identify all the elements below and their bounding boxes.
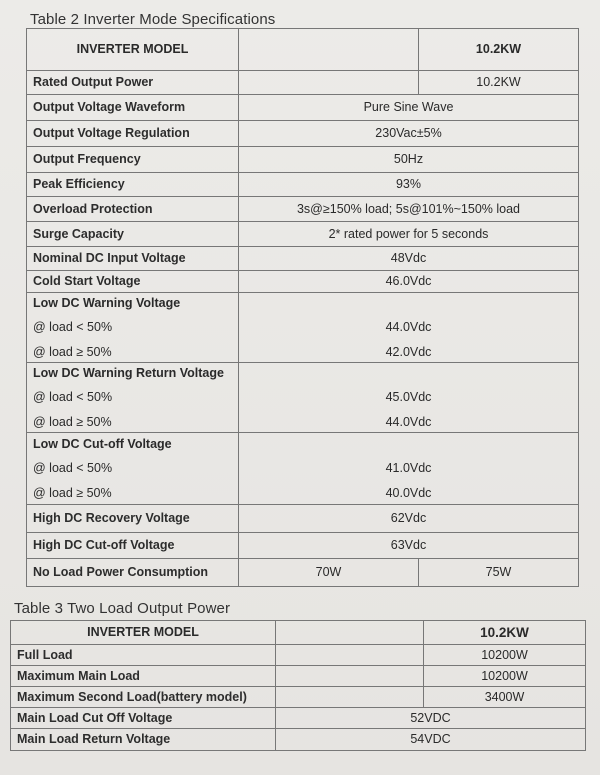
row-sublabel: @ load < 50% (33, 461, 113, 476)
row-value: 2* rated power for 5 seconds (239, 222, 579, 247)
low-dc-cutoff-values (239, 433, 579, 505)
row-label: High DC Cut-off Voltage (27, 533, 239, 559)
row-label: Output Voltage Waveform (27, 95, 239, 121)
row-value: 54VDC (276, 729, 586, 751)
table-row (27, 121, 579, 147)
table2-caption: Table 2 Inverter Mode Specifications (30, 11, 276, 28)
row-label: Nominal DC Input Voltage (27, 247, 239, 271)
row-label: Full Load (11, 645, 276, 666)
row-label: Rated Output Power (27, 71, 239, 95)
table-row (27, 147, 579, 173)
header-blank-cell (276, 621, 424, 645)
row-value: 75W (419, 559, 579, 587)
table-row (27, 173, 579, 197)
row-value: 45.0Vdc (385, 390, 432, 405)
table-row (27, 293, 579, 363)
row-value: 44.0Vdc (385, 320, 432, 335)
row-value: 10.2KW (419, 71, 579, 95)
row-value: 62Vdc (239, 505, 579, 533)
row-value: 52VDC (276, 708, 586, 729)
low-dc-warning-values (239, 293, 579, 363)
row-label: Low DC Warning Voltage (33, 295, 181, 310)
row-label: No Load Power Consumption (27, 559, 239, 587)
table-row (27, 433, 579, 505)
row-sublabel: @ load < 50% (33, 390, 113, 405)
table3-caption: Table 3 Two Load Output Power (14, 600, 231, 617)
header-label: INVERTER MODEL (11, 621, 276, 645)
row-sublabel: @ load < 50% (33, 320, 113, 335)
row-label: Overload Protection (27, 197, 239, 222)
row-value: 44.0Vdc (385, 414, 432, 429)
row-value: Pure Sine Wave (239, 95, 579, 121)
low-dc-cutoff-cell (27, 433, 239, 505)
table-row (27, 505, 579, 533)
table-row (11, 729, 586, 751)
low-dc-warning-cell (27, 293, 239, 363)
row-label: Cold Start Voltage (27, 271, 239, 293)
row-value: 70W (239, 559, 419, 587)
table-row (27, 559, 579, 587)
blank-cell (239, 71, 419, 95)
table-row (11, 621, 586, 645)
row-label: Output Voltage Regulation (27, 121, 239, 147)
table-row (11, 708, 586, 729)
table-row (27, 95, 579, 121)
row-label: Surge Capacity (27, 222, 239, 247)
row-value: 93% (239, 173, 579, 197)
row-value: 230Vac±5% (239, 121, 579, 147)
inverter-mode-spec-table (26, 28, 579, 587)
table-row (27, 222, 579, 247)
table-row (27, 271, 579, 293)
row-sublabel: @ load ≥ 50% (33, 344, 112, 359)
table-row (27, 29, 579, 71)
header-value: 10.2KW (424, 621, 586, 645)
row-value: 63Vdc (239, 533, 579, 559)
row-value: 50Hz (239, 147, 579, 173)
row-value: 3s@≥150% load; 5s@101%~150% load (239, 197, 579, 222)
table-row (27, 197, 579, 222)
table-row (27, 533, 579, 559)
row-value: 10200W (424, 666, 586, 687)
blank-cell (276, 645, 424, 666)
row-label: Maximum Second Load(battery model) (11, 687, 276, 708)
header-blank-cell (239, 29, 419, 71)
row-label: Output Frequency (27, 147, 239, 173)
table-row (11, 645, 586, 666)
table-row (27, 71, 579, 95)
blank-cell (276, 666, 424, 687)
row-value: 3400W (424, 687, 586, 708)
row-label: Main Load Return Voltage (11, 729, 276, 751)
row-label: Low DC Warning Return Voltage (33, 365, 224, 380)
row-label: Maximum Main Load (11, 666, 276, 687)
table-row (11, 687, 586, 708)
header-label: INVERTER MODEL (27, 29, 239, 71)
row-label: Peak Efficiency (27, 173, 239, 197)
low-dc-warning-return-cell (27, 363, 239, 433)
row-value: 48Vdc (239, 247, 579, 271)
row-label: Main Load Cut Off Voltage (11, 708, 276, 729)
two-load-output-table (10, 620, 586, 751)
row-value: 41.0Vdc (385, 461, 432, 476)
header-value: 10.2KW (419, 29, 579, 71)
row-value: 46.0Vdc (239, 271, 579, 293)
row-value: 42.0Vdc (385, 344, 432, 359)
table-row (27, 247, 579, 271)
blank-cell (276, 687, 424, 708)
row-value: 40.0Vdc (385, 485, 432, 500)
table-row (27, 363, 579, 433)
row-sublabel: @ load ≥ 50% (33, 414, 112, 429)
low-dc-warning-return-values (239, 363, 579, 433)
table-row (11, 666, 586, 687)
row-label: Low DC Cut-off Voltage (33, 436, 172, 451)
row-label: High DC Recovery Voltage (27, 505, 239, 533)
row-value: 10200W (424, 645, 586, 666)
row-sublabel: @ load ≥ 50% (33, 485, 112, 500)
